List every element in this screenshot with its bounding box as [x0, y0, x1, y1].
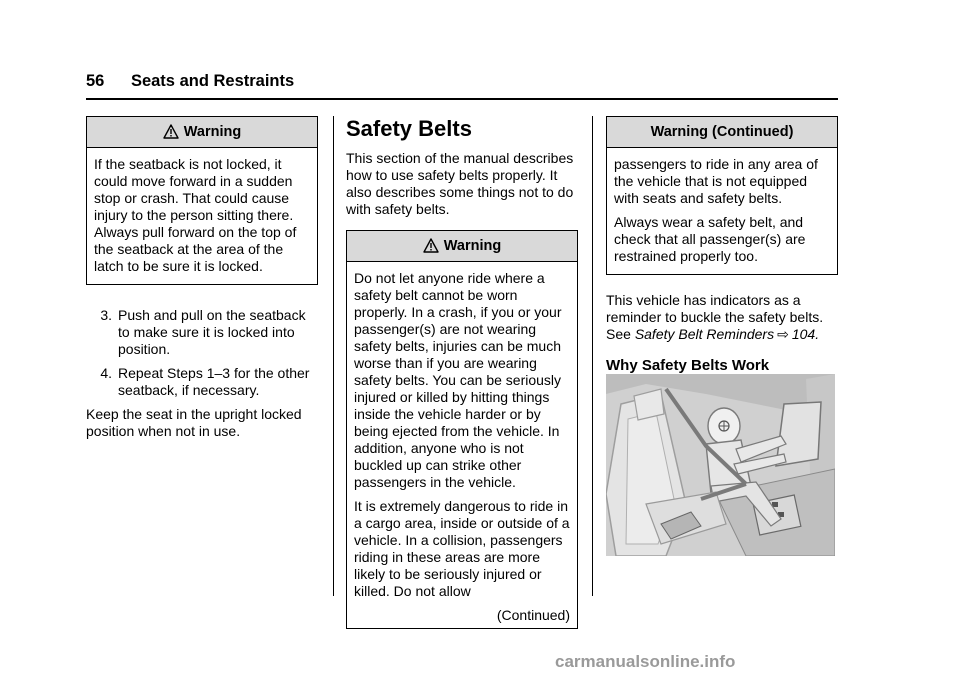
step-number: 4. [100, 365, 112, 381]
page-number: 56 [86, 72, 105, 90]
column-divider-2 [592, 116, 593, 596]
safety-belt-warning-box [346, 230, 578, 629]
warning-triangle-icon [163, 120, 179, 150]
steps-list [86, 307, 318, 399]
warning-title: Warning [183, 124, 242, 140]
watermark: carmanualsonline.info [555, 652, 736, 671]
warning-header [87, 117, 317, 148]
warning-triangle-icon [423, 234, 439, 264]
crash-dummy-illustration [606, 374, 835, 556]
section-title: Seats and Restraints [130, 72, 295, 90]
cross-reference-link[interactable]: Safety Belt Reminders [634, 326, 775, 342]
column-2 [346, 116, 578, 629]
list-item [86, 307, 318, 358]
body-text: This vehicle has indicators as a reminder to buckle the safety belts. [606, 292, 824, 325]
warning-header [347, 231, 577, 262]
column-1 [86, 116, 318, 447]
step-text: Repeat Steps 1–3 for the other seatback, if necessary. [118, 365, 310, 398]
warning-header: Warning (Continued) [607, 117, 837, 148]
page-header [86, 72, 294, 91]
continued-warning-box [606, 116, 838, 275]
page-reference-arrow-icon: ⇨ [777, 326, 789, 342]
step-number: 3. [100, 307, 112, 323]
step-text: Push and pull on the seatback to make sure it is locked into position. [118, 307, 306, 357]
intro-paragraph: This section of the manual describes how to use safety belts properly. It also describes some things not to do with safety belts. [346, 150, 574, 217]
warning-title: Warning [443, 238, 502, 254]
column-3 [606, 116, 838, 375]
warning-text: passengers to ride in any area of the vehicle that is not equipped with seats and safety belts. [614, 156, 818, 206]
see-prefix: See [606, 326, 631, 342]
cross-reference-page: 104. [791, 326, 820, 342]
closing-paragraph: Keep the seat in the upright locked position when not in use. [86, 406, 302, 439]
subsection-heading: Why Safety Belts Work [606, 357, 770, 374]
header-rule [86, 98, 838, 100]
list-item [86, 365, 318, 399]
warning-text: Do not let anyone ride where a safety belt cannot be worn properly. In a crash, if you or your passenger(s) are not wearing safety belts, injuries can be much worse than if you are wearing safety belts. You can be seriously injured or killed by hitting things inside the vehicle harder or by being ejected from the vehicle. In addition, anyone who is not buckled up can strike other passengers in the vehicle. [354, 270, 562, 490]
warning-text: Always wear a safety belt, and check that all passenger(s) are restrained properly too. [614, 214, 806, 264]
column-divider-1 [333, 116, 334, 596]
section-heading: Safety Belts [346, 116, 472, 141]
seatback-warning-box [86, 116, 318, 285]
warning-text: It is extremely dangerous to ride in a cargo area, inside or outside of a vehicle. In a collision, passengers riding in these areas are more likely to be seriously injured or killed. Do not allow [354, 498, 570, 599]
indicator-paragraph [606, 292, 838, 343]
continued-label: (Continued) [496, 607, 570, 623]
warning-text: If the seatback is not locked, it could move forward in a sudden stop or crash. That could cause injury to the person sitting there. Always pull forward on the top of the seatback at the area of the latch to be sure it is locked. [94, 156, 297, 274]
